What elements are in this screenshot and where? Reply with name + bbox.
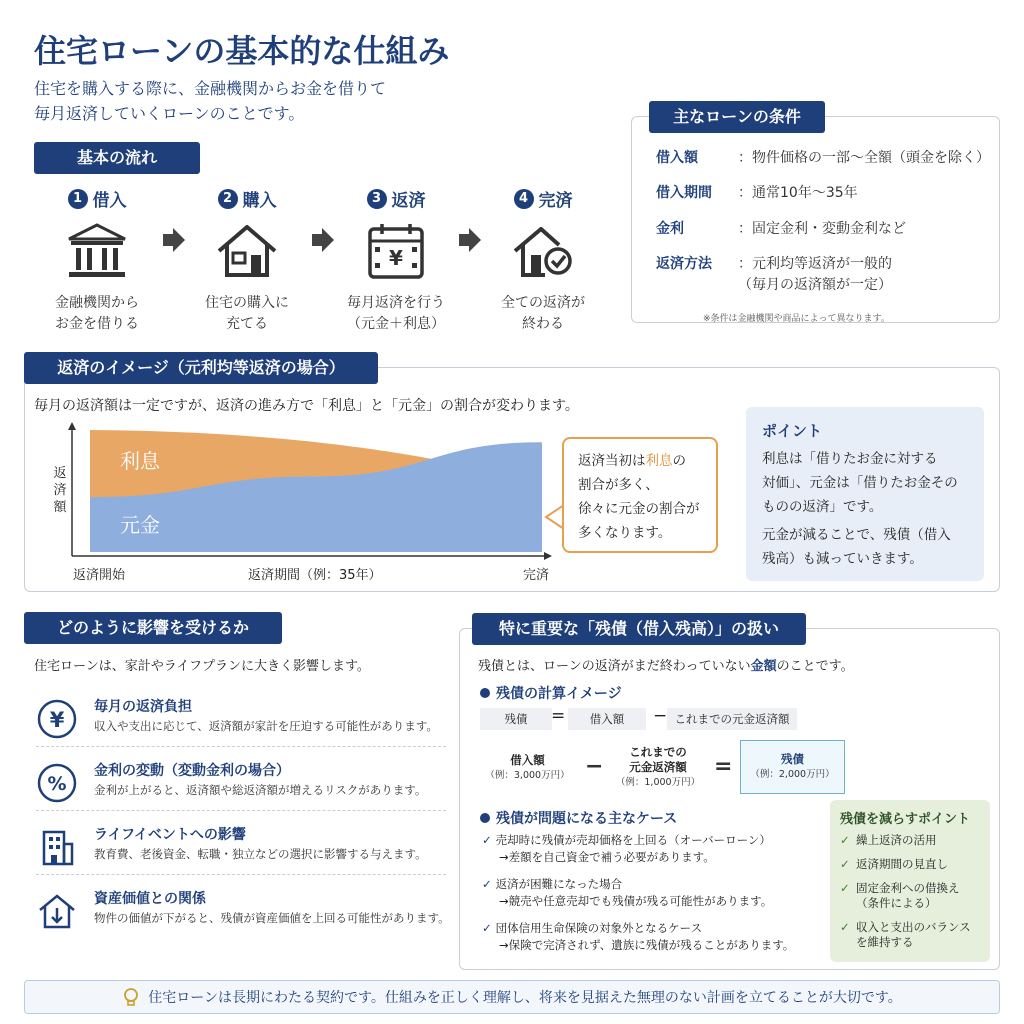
svg-text:¥: ¥	[49, 708, 65, 732]
repayment-chart	[40, 420, 560, 585]
calendar-yen-icon	[364, 221, 428, 281]
impact-title: ライフイベントへの影響	[94, 827, 246, 843]
flow-tag: 基本の流れ	[34, 142, 200, 174]
condition-row	[656, 148, 990, 169]
check-icon: ✓	[840, 857, 850, 871]
step-label: 完済	[538, 191, 573, 211]
case-sub: →保険で完済されず、遺族に残債が残ることがあります。	[499, 938, 795, 952]
page-title: 住宅ローンの基本的な仕組み	[34, 32, 450, 70]
step-desc-line: 終わる	[522, 316, 564, 332]
step-label: 借入	[92, 191, 127, 211]
flow-step-4	[478, 186, 608, 335]
intro-line-1: 住宅を購入する際に、金融機関からお金を借りて	[34, 79, 387, 98]
reduce-item	[840, 833, 980, 848]
callout-text: 返済当初は	[578, 453, 646, 469]
condition-value: ：通常10年〜35年	[738, 185, 858, 201]
callout-text: 多くなります。	[578, 525, 672, 541]
point-line: 残高）も減っていきます。	[762, 551, 923, 567]
residual-desc-text: 残債とは、ローンの返済がまだ終わっていない	[478, 659, 751, 674]
impact-item-desc: 物件の価値が下がると、残債が資産価値を上回る可能性があります。	[94, 911, 450, 925]
case-main: 売却時に残債が売却価格を上回る（オーバーローン）	[495, 833, 771, 847]
check-icon: ✓	[840, 881, 850, 895]
impact-title: 資産価値との関係	[94, 891, 206, 907]
residual-tag: 特に重要な「残債（借入残高）」の扱い	[472, 613, 806, 645]
formula-borrowed: 借入額	[568, 708, 646, 730]
example-title: これまでの	[629, 745, 687, 759]
building-icon	[36, 826, 78, 868]
example-value: （例：1,000万円）	[615, 777, 701, 788]
check-icon: ✓	[840, 833, 850, 847]
divider	[36, 810, 446, 811]
point-line: 元金が減ることで、残債（借入	[762, 527, 951, 543]
minus-operator: −	[585, 754, 604, 779]
reduce-text: 繰上返済の活用	[856, 833, 937, 847]
reduce-item	[840, 920, 980, 950]
svg-text:¥: ¥	[389, 246, 403, 270]
impact-item	[36, 824, 446, 888]
residual-desc-highlight: 金額	[750, 659, 777, 674]
house-check-icon	[511, 221, 575, 281]
footer-text: 住宅ローンは長期にわたる契約です。仕組みを正しく理解し、将来を見据えた無理のない計画を立てることが大切です。	[148, 990, 902, 1006]
step-label: 返済	[391, 191, 426, 211]
case-main: 返済が困難になった場合	[495, 877, 623, 891]
example-value: （例：2,000万円）	[750, 769, 835, 780]
cases-title	[480, 808, 677, 828]
check-icon: ✓	[482, 833, 492, 847]
reduce-item	[840, 881, 980, 911]
conditions-tag: 主なローンの条件	[649, 101, 825, 133]
step-number: 3	[367, 189, 387, 209]
condition-label: 金利	[656, 221, 684, 237]
formula-minus: −	[653, 706, 668, 726]
example-title: 借入額	[510, 753, 545, 767]
condition-row	[656, 183, 858, 204]
impact-tag: どのように影響を受けるか	[24, 612, 282, 644]
bullet-dot	[480, 813, 490, 823]
condition-row	[656, 254, 892, 296]
condition-label: 借入額	[656, 150, 698, 166]
reduce-text: 固定金利への借換え	[856, 881, 960, 895]
reduce-text: 返済期間の見直し	[856, 857, 948, 871]
intro-text	[34, 76, 386, 126]
condition-label: 借入期間	[656, 185, 712, 201]
bank-icon	[65, 221, 129, 281]
impact-item-desc: 教育費、老後資金、転職・独立などの選択に影響する与えます。	[94, 847, 427, 861]
step-desc-line: 全ての返済が	[501, 295, 585, 311]
formula-residual: 残債	[480, 708, 552, 730]
flow-step-2	[182, 186, 312, 335]
flow-step-1	[32, 186, 162, 335]
x-axis-label: 返済期間（例：35年）	[248, 568, 382, 583]
condition-value-line: （毎月の返済額が一定）	[738, 277, 892, 293]
example-title: 元金返済額	[629, 760, 687, 774]
reduce-title: 残債を減らすポイント	[840, 812, 971, 827]
yen-icon	[36, 698, 78, 740]
point-line: 利息は「借りたお金に対する	[762, 451, 938, 467]
condition-value-line: ：元利均等返済が一般的	[738, 256, 892, 272]
step-desc-line: 充てる	[226, 316, 268, 332]
check-icon: ✓	[840, 920, 850, 934]
series-label-interest: 利息	[120, 449, 160, 473]
point-line: 対価」、元金は「借りたお金その	[762, 475, 958, 491]
point-title: ポイント	[762, 422, 823, 440]
calc-title	[480, 683, 622, 703]
case-item	[482, 832, 771, 866]
impact-title: 毎月の返済負担	[94, 699, 192, 715]
example-value: （例：3,000万円）	[485, 770, 570, 781]
calc-title-text: 残債の計算イメージ	[496, 686, 622, 702]
x-axis-arrow	[544, 552, 552, 560]
y-axis-arrow	[68, 422, 76, 430]
callout-text: の	[672, 453, 686, 469]
condition-value: ：物件価格の一部〜全額（頭金を除く）	[738, 150, 990, 166]
y-axis-label: 返済額	[53, 466, 67, 515]
divider	[36, 874, 446, 875]
step-desc-line: 金融機関から	[55, 295, 139, 311]
reduce-item	[840, 857, 980, 872]
percent-icon	[36, 762, 78, 804]
intro-line-2: 毎月返済していくローンのことです。	[34, 104, 305, 123]
condition-label: 返済方法	[656, 256, 712, 272]
step-number: 1	[68, 189, 88, 209]
step-label: 購入	[242, 191, 277, 211]
check-icon: ✓	[482, 877, 492, 891]
step-desc-line: 毎月返済を行う	[347, 295, 445, 311]
example-borrowed	[480, 753, 575, 783]
svg-text:%: %	[47, 773, 67, 795]
condition-value: ：固定金利・変動金利など	[738, 221, 906, 237]
step-desc-line: 住宅の購入に	[205, 295, 289, 311]
condition-value	[738, 254, 892, 296]
house-down-icon	[36, 890, 78, 932]
case-sub: →差額を自己資金で補う必要があります。	[499, 850, 715, 864]
formula-equals: =	[551, 706, 566, 726]
check-icon: ✓	[482, 921, 492, 935]
residual-desc-text: のことです。	[776, 659, 854, 674]
impact-title: 金利の変動（変動金利の場合）	[94, 763, 290, 779]
callout-text: 徐々に元金の割合が	[578, 501, 700, 517]
cases-title-text: 残債が問題になる主なケース	[496, 811, 678, 827]
impact-item-desc: 収入や支出に応じて、返済額が家計を圧迫する可能性があります。	[94, 719, 438, 733]
reduce-text: 収入と支出のバランス	[856, 920, 971, 934]
case-sub: →競売や任意売却でも残債が残る可能性があります。	[499, 894, 773, 908]
reduce-box	[830, 800, 990, 962]
case-main: 団体信用生命保険の対象外となるケース	[495, 921, 703, 935]
impact-item	[36, 760, 446, 824]
step-number: 2	[218, 189, 238, 209]
point-line: ものの返済」です。	[762, 499, 883, 515]
example-title: 残債	[781, 752, 804, 766]
lightbulb-icon	[122, 987, 140, 1007]
example-repaid	[608, 745, 708, 790]
x-tick-end: 完済	[523, 568, 550, 583]
bullet-dot	[480, 688, 490, 698]
flow-step-3	[331, 186, 461, 335]
step-desc-line: （元金＋利息）	[347, 316, 445, 332]
point-box	[746, 407, 984, 581]
impact-item-desc: 金利が上がると、返済額や総返済額が増えるリスクがあります。	[94, 783, 427, 797]
chart-callout	[562, 437, 718, 553]
callout-text: 割合が多く、	[578, 477, 659, 493]
callout-highlight: 利息	[645, 453, 673, 469]
impact-item	[36, 696, 446, 760]
x-tick-start: 返済開始	[73, 568, 126, 583]
footer-note	[24, 980, 1000, 1014]
divider	[36, 746, 446, 747]
repayment-desc: 毎月の返済額は一定ですが、返済の進み方で「利息」と「元金」の割合が変わります。	[34, 398, 579, 414]
case-item	[482, 920, 794, 954]
case-item	[482, 876, 772, 910]
step-desc-line: お金を借りる	[55, 316, 139, 332]
impact-desc: 住宅ローンは、家計やライフプランに大きく影響します。	[34, 659, 370, 674]
reduce-text: を維持する	[856, 935, 914, 949]
conditions-note: ※条件は金融機関や商品によって異なります。	[703, 314, 890, 324]
impact-item	[36, 888, 450, 952]
residual-desc	[478, 655, 854, 674]
series-label-principal: 元金	[120, 513, 160, 537]
formula-repaid: これまでの元金返済額	[667, 708, 797, 730]
repayment-tag: 返済のイメージ（元利均等返済の場合）	[24, 352, 378, 384]
equals-operator: =	[714, 754, 733, 779]
condition-row	[656, 219, 906, 240]
house-icon	[215, 221, 279, 281]
example-residual	[740, 740, 845, 794]
step-number: 4	[514, 189, 534, 209]
reduce-text: （条件による）	[856, 896, 937, 910]
